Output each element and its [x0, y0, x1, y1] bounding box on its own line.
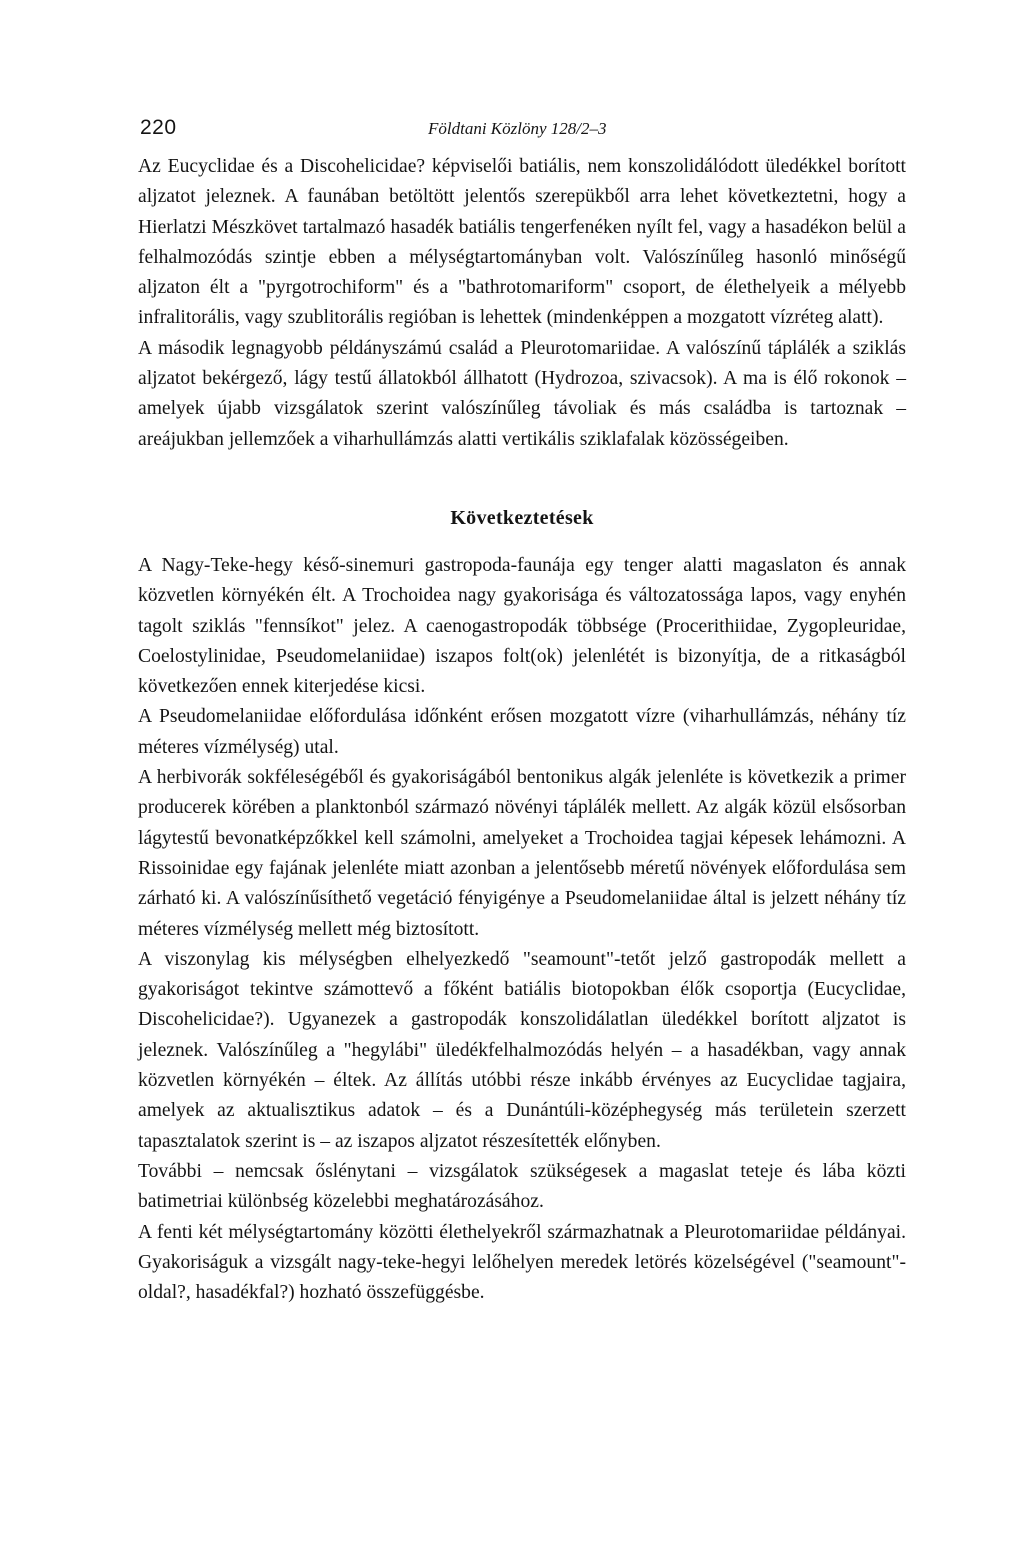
- paragraph-eucyclidae: Az Eucyclidae és a Discohelicidae? képviselői batiális, nem konszolidálódott üledékkel borított aljzatot jeleznek. A faunában betöltött jelentős szerepükből arra lehet következtetni, hogy a Hierlatzi Mészkövet tartalmazó hasadék batiális tengerfenéken nyílt fel, vagy a hasadékon belül a felhalmozódás szintje ebben a mélységtartományban volt. Valószínűleg hasonló minőségű aljzaton élt a "pyrgotrochiform" és a "bathrotomariform" csoport, de élethelyeik a mélyebb infralitorális, vagy szublitorális regióban is lehettek (mindenképpen a mozgatott vízréteg alatt).: [138, 156, 906, 329]
- paragraph-conclusion-2: A Pseudomelaniidae előfordulása időnként erősen mozgatott vízre (viharhullámzás, néhány tíz méteres vízmélység) utal.: [138, 706, 906, 758]
- paragraph-conclusion-1: A Nagy-Teke-hegy késő-sinemuri gastropoda-faunája egy tenger alatti magaslaton és annak közvetlen környékén élt. A Trochoidea nagy gyakorisága és változatossága lapos, vagy enyhén tagolt sziklás "fennsíkot" jelez. A caenogastropodák többsége (Procerithiidae, Zygopleuridae, Coelostylinidae, Pseudomelaniidae) iszapos folt(ok) jelenlétét is bizonyítja, de a ritkaságból következően ennek kiterjedése kicsi.: [138, 554, 906, 698]
- paragraph-conclusion-3: A herbivorák sokféleségéből és gyakoriságából bentonikus algák jelenléte is következik a primer producerek körében a planktonból származó növényi táplálék mellett. Az algák közül elsősorban lágytestű bevonatképzőkkel kell számolni, amelyeket a Trochoidea tagjai képesek lehámozni. A Rissoinidae egy fajának jelenléte miatt azonban a jelentősebb méretű növények előfordulása sem zárható ki. A valószínűsíthető vegetáció fényigénye a Pseudomelaniidae által is jelzett néhány tíz méteres vízmélység mellett még biztosított.: [138, 767, 906, 940]
- running-head: [140, 116, 900, 144]
- section-heading-conclusions: Következtetések: [450, 506, 594, 529]
- body-text: [138, 152, 906, 1308]
- page-number: 220: [140, 116, 177, 139]
- journal-reference: Földtani Közlöny 128/2–3: [428, 119, 607, 138]
- paragraph-conclusion-4: A viszonylag kis mélységben elhelyezkedő "seamount"-tetőt jelző gastropodák mellett a gyakoriságot tekintve számottevő a főként batiális biotopokban élők csoportja (Eucyclidae, Discohelicidae?). Ugyanezek a gastropodák konszolidálatlan üledékkel borított aljzatot is jeleznek. Valószínűleg a "hegylábi" üledékfelhalmozódás helyén – a hasadékban, vagy annak közvetlen környékén – éltek. Az állítás utóbbi része inkább érvényes az Eucyclidae tagjaira, amelyek az aktualisztikus adatok – és a Dunántúli-középhegység más területein szerzett tapasztalatok szerint is – az iszapos aljzatot részesítették előnyben.: [138, 948, 906, 1152]
- paragraph-conclusion-6: A fenti két mélységtartomány közötti élethelyekről származhatnak a Pleurotomariidae példányai. Gyakoriságuk a vizsgált nagy-teke-hegyi lelőhelyen meredek letörés közelségével ("seamount"-oldal?, hasadékfal?) hozható összefüggésbe.: [138, 1221, 906, 1304]
- paragraph-pleurotomariidae: A második legnagyobb példányszámú család a Pleurotomariidae. A valószínű táplálék a sziklás aljzatot bekérgező, lágy testű állatokból állhatott (Hydrozoa, szivacsok). A ma is élő rokonok – amelyek újabb vizsgálatok szerint valószínűleg távoliak és más családba is tartoznak – areájukban jellemzőek a viharhullámzás alatti vertikális sziklafalak közösségeiben.: [138, 337, 906, 450]
- paragraph-conclusion-5: További – nemcsak őslénytani – vizsgálatok szükségesek a magaslat teteje és lába közti batimetriai különbség közelebbi meghatározásához.: [138, 1160, 906, 1213]
